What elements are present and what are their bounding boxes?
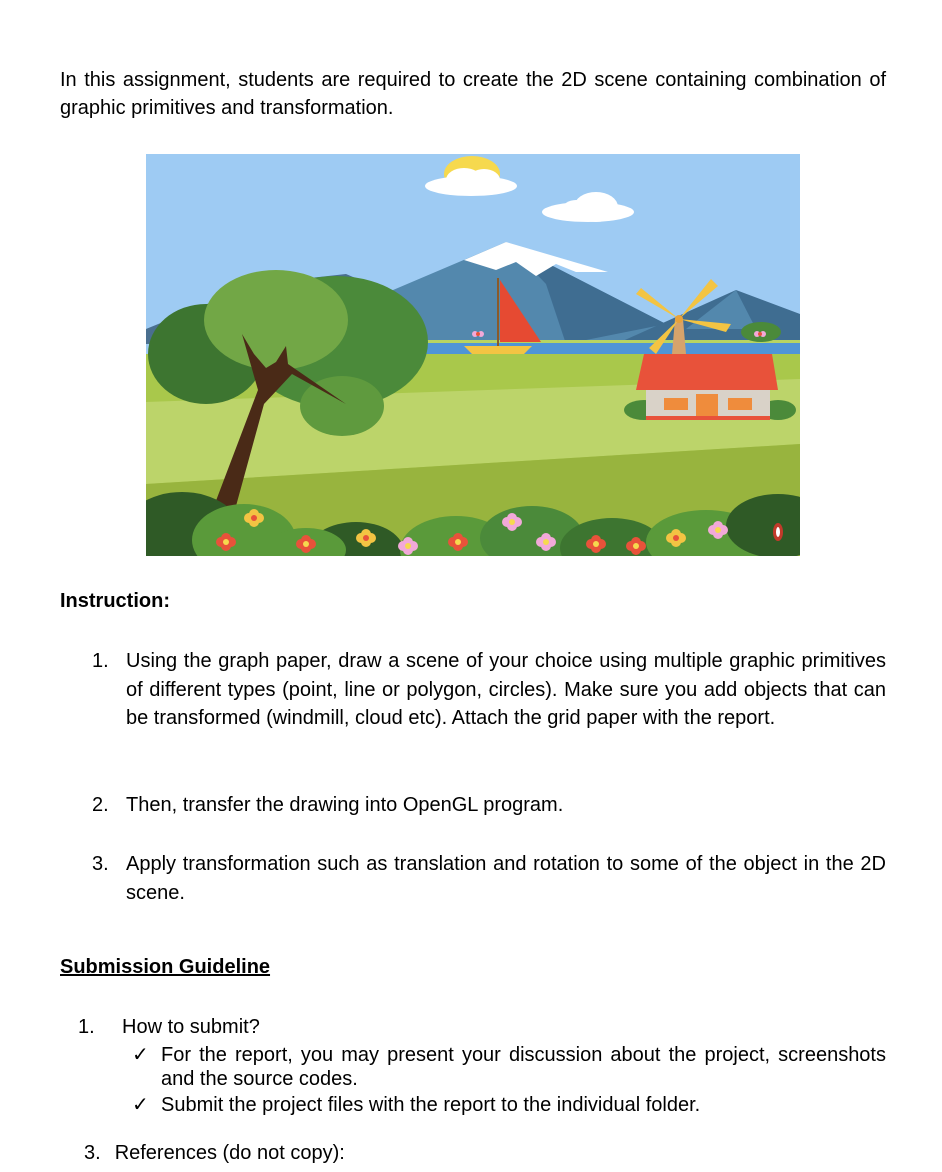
instruction-heading: Instruction: [60, 590, 170, 612]
landscape-scene-illustration [146, 154, 800, 556]
checklist-text: Submit the project files with the report to the individual folder. [161, 1094, 701, 1116]
instruction-number: 1. [92, 650, 109, 672]
intro-paragraph [60, 66, 886, 122]
checklist-item-report [132, 1043, 886, 1091]
submission-guideline-heading: Submission Guideline [60, 956, 271, 978]
lake-shore [416, 340, 800, 343]
instruction-number: 3. [92, 853, 109, 875]
check-icon: ✓ [132, 1044, 149, 1066]
submission-item-1 [78, 1016, 260, 1039]
instruction-text: Then, transfer the drawing into OpenGL program. [126, 794, 564, 816]
checklist-text: For the report, you may present your discussion about the project, screenshots and the source codes. [161, 1044, 886, 1090]
check-icon: ✓ [132, 1094, 149, 1116]
house [636, 354, 778, 420]
intro-text: In this assignment, students are required to create the 2D scene containing combination of graphic primitives and transformation. [60, 69, 886, 119]
references-text: References (do not copy): [114, 1142, 345, 1164]
instruction-item-2 [92, 791, 886, 820]
checklist-item-submit [132, 1093, 886, 1117]
references-number: 3. [84, 1142, 101, 1164]
instruction-text: Apply transformation such as translation and rotation to some of the object in the 2D scene. [126, 853, 886, 904]
instruction-item-3 [92, 850, 886, 907]
submission-item-text: How to submit? [122, 1016, 260, 1038]
instruction-item-1 [92, 647, 886, 733]
references-item [84, 1142, 345, 1165]
instruction-number: 2. [92, 794, 109, 816]
instruction-text: Using the graph paper, draw a scene of your choice using multiple graphic primitives of different types (point, line or polygon, circles). Make sure you add objects that can be transformed (windmill, cloud etc). Attach the grid paper with the report. [126, 650, 886, 729]
mouse-cursor-icon [773, 523, 783, 541]
submission-item-number: 1. [78, 1016, 95, 1038]
